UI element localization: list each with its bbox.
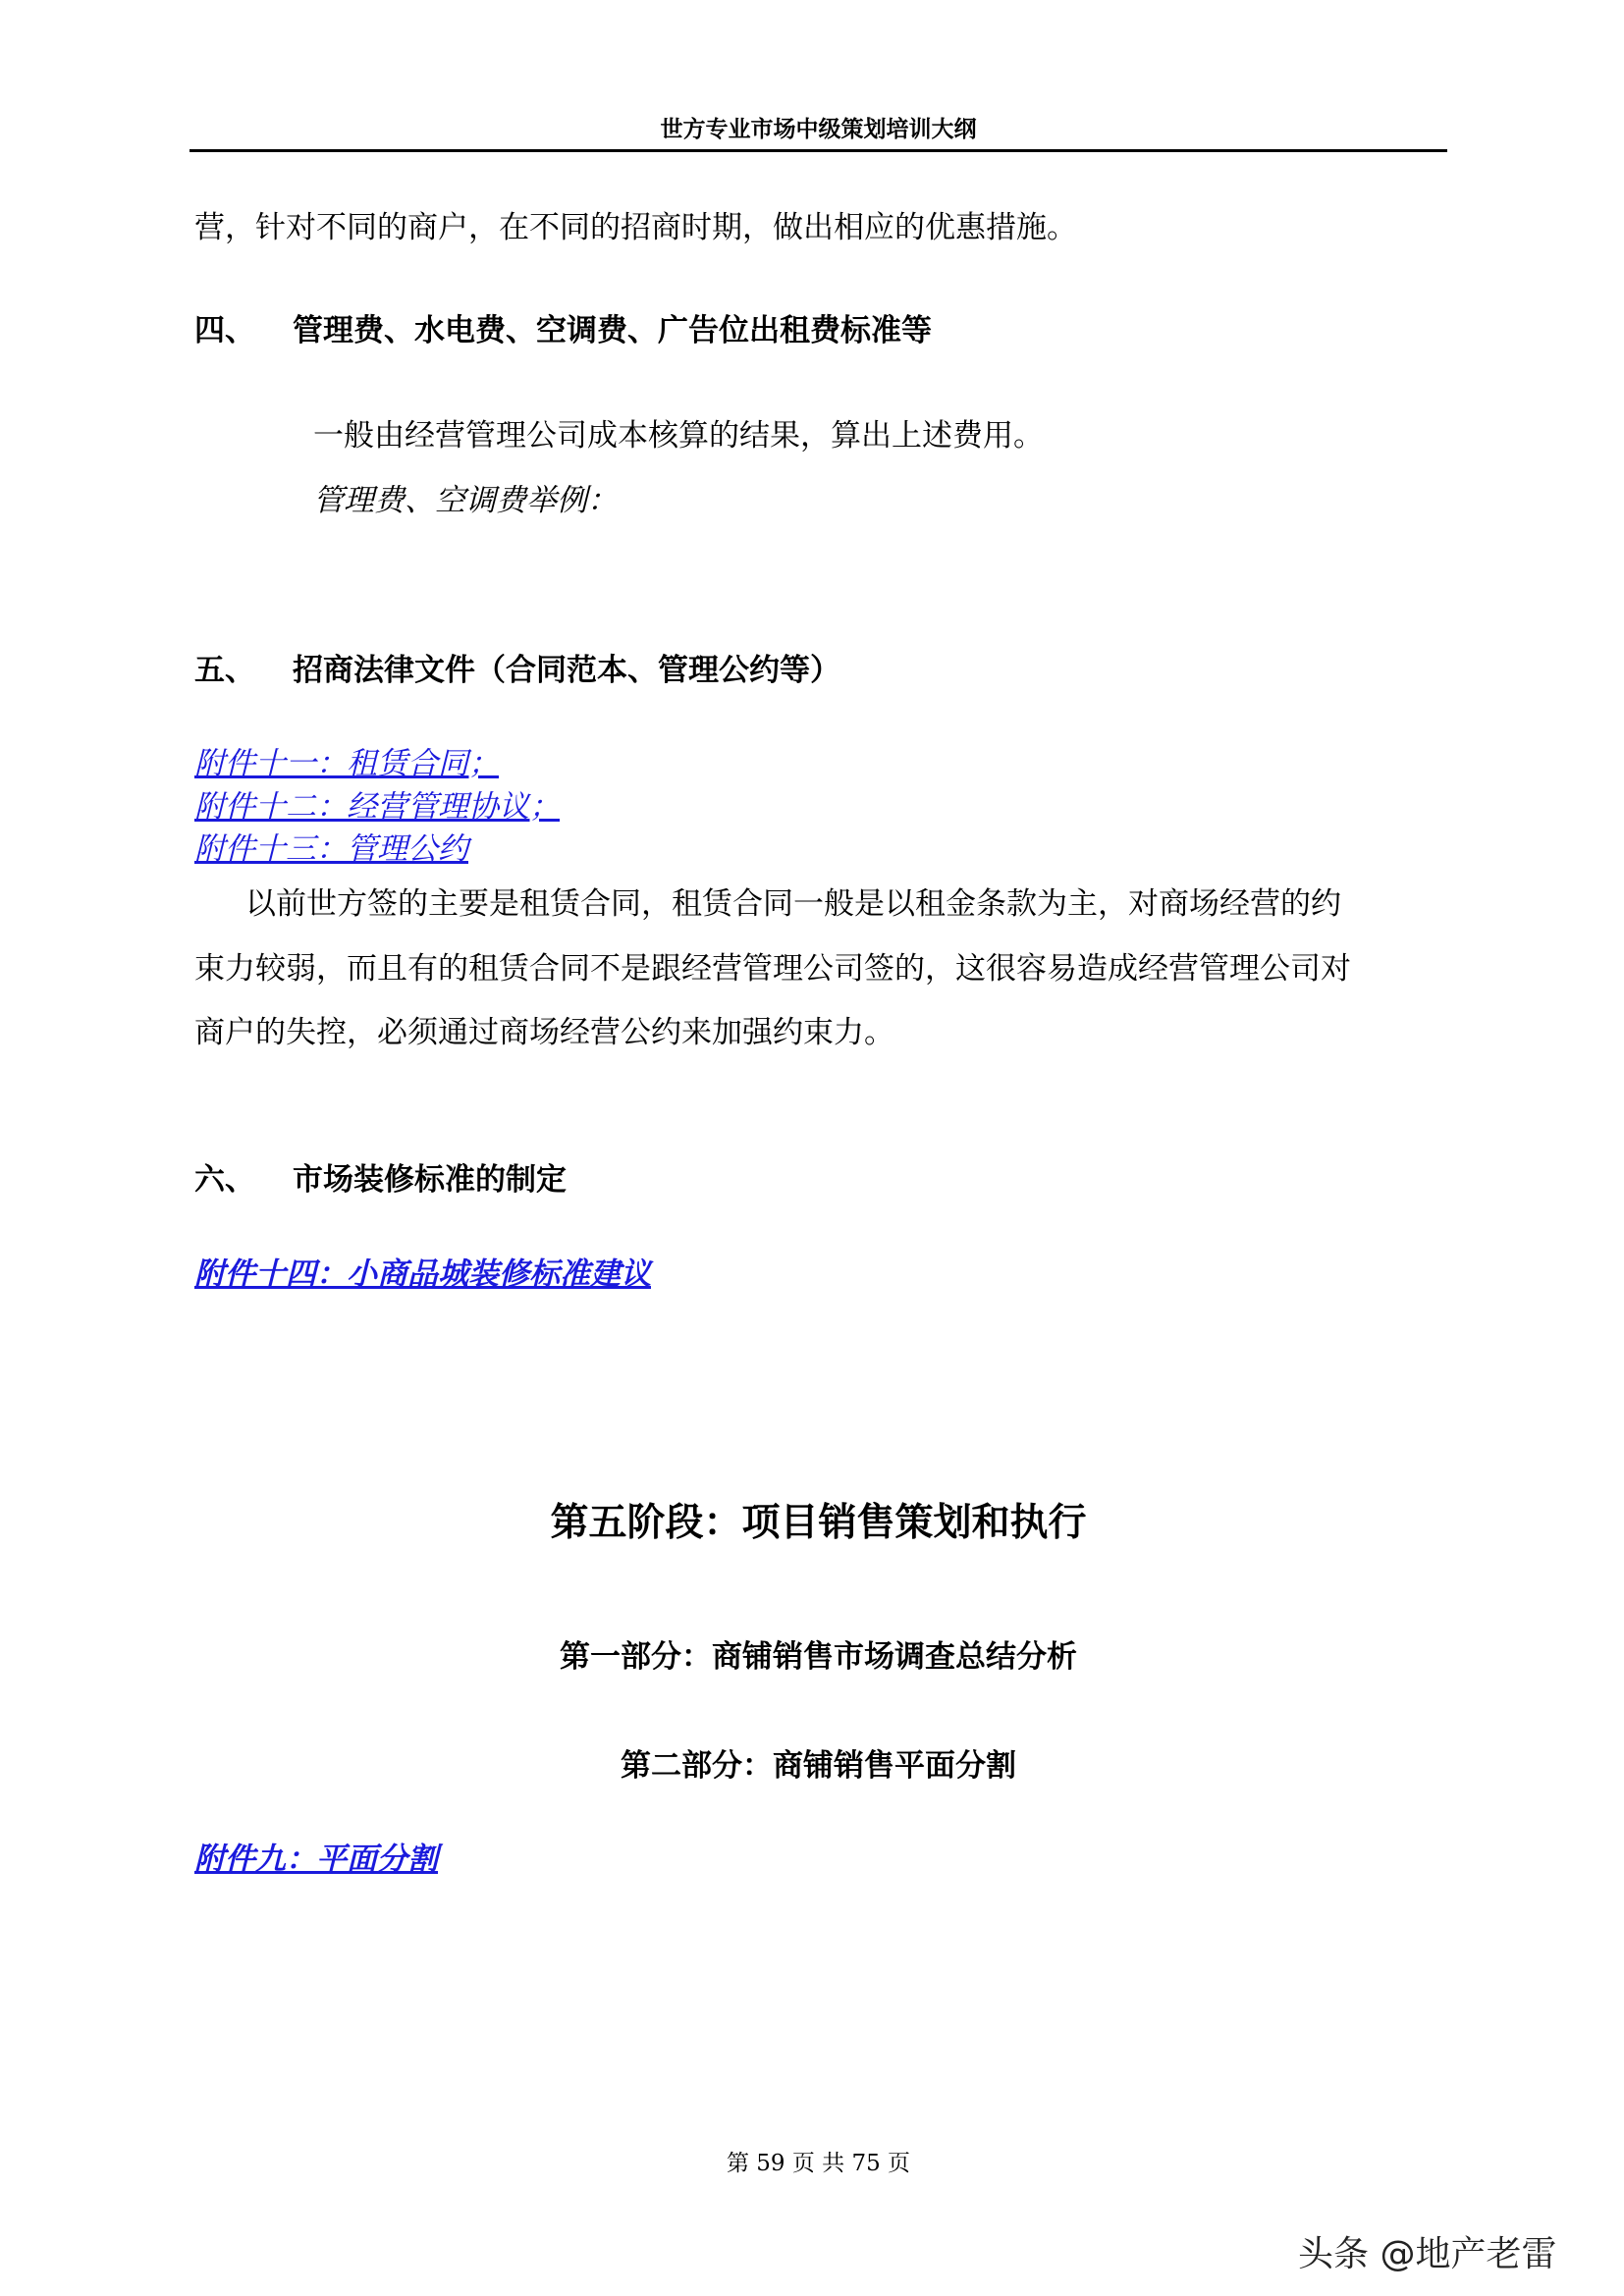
continued-paragraph: 营，针对不同的商户，在不同的招商时期，做出相应的优惠措施。 <box>194 210 1077 245</box>
attachment-link-11[interactable]: 附件十一：租赁合同； <box>194 746 499 781</box>
part-1-title: 第一部分：商铺销售市场调查总结分析 <box>560 1639 1077 1675</box>
section-5-paragraph-line: 商户的失控，必须通过商场经营公约来加强约束力。 <box>194 1015 894 1050</box>
section-5-heading <box>194 653 840 688</box>
attachment-link-9[interactable]: 附件九：平面分割 <box>194 1842 438 1877</box>
page-number: 第 59 页 共 75 页 <box>726 2151 911 2176</box>
section-4-body: 一般由经营管理公司成本核算的结果，算出上述费用。 <box>313 418 1044 454</box>
section-4-heading <box>194 313 932 348</box>
section-4-example: 管理费、空调费举例： <box>313 483 618 518</box>
attachment-link-13[interactable]: 附件十三：管理公约 <box>194 831 468 867</box>
section-number: 六、 <box>194 1162 255 1198</box>
section-number: 五、 <box>194 653 255 688</box>
section-title: 市场装修标准的制定 <box>293 1162 567 1198</box>
section-5-paragraph-line: 以前世方签的主要是租赁合同，租赁合同一般是以租金条款为主，对商场经营的约 <box>245 886 1341 922</box>
section-5-paragraph-line: 束力较弱，而且有的租赁合同不是跟经营管理公司签的，这很容易造成经营管理公司对 <box>194 951 1351 987</box>
section-title: 管理费、水电费、空调费、广告位出租费标准等 <box>293 313 932 348</box>
attachment-link-12[interactable]: 附件十二：经营管理协议； <box>194 789 560 825</box>
stage-title: 第五阶段：项目销售策划和执行 <box>550 1501 1087 1545</box>
attachment-link-14[interactable]: 附件十四：小商品城装修标准建议 <box>194 1256 651 1292</box>
header-rule <box>189 149 1447 152</box>
section-number: 四、 <box>194 313 255 348</box>
section-6-heading <box>194 1162 567 1198</box>
part-2-title: 第二部分：商铺销售平面分割 <box>621 1748 1016 1784</box>
section-title: 招商法律文件（合同范本、管理公约等） <box>293 653 840 688</box>
running-header: 世方专业市场中级策划培训大纲 <box>660 117 977 142</box>
watermark: 头条 @地产老雷 <box>1298 2234 1557 2274</box>
